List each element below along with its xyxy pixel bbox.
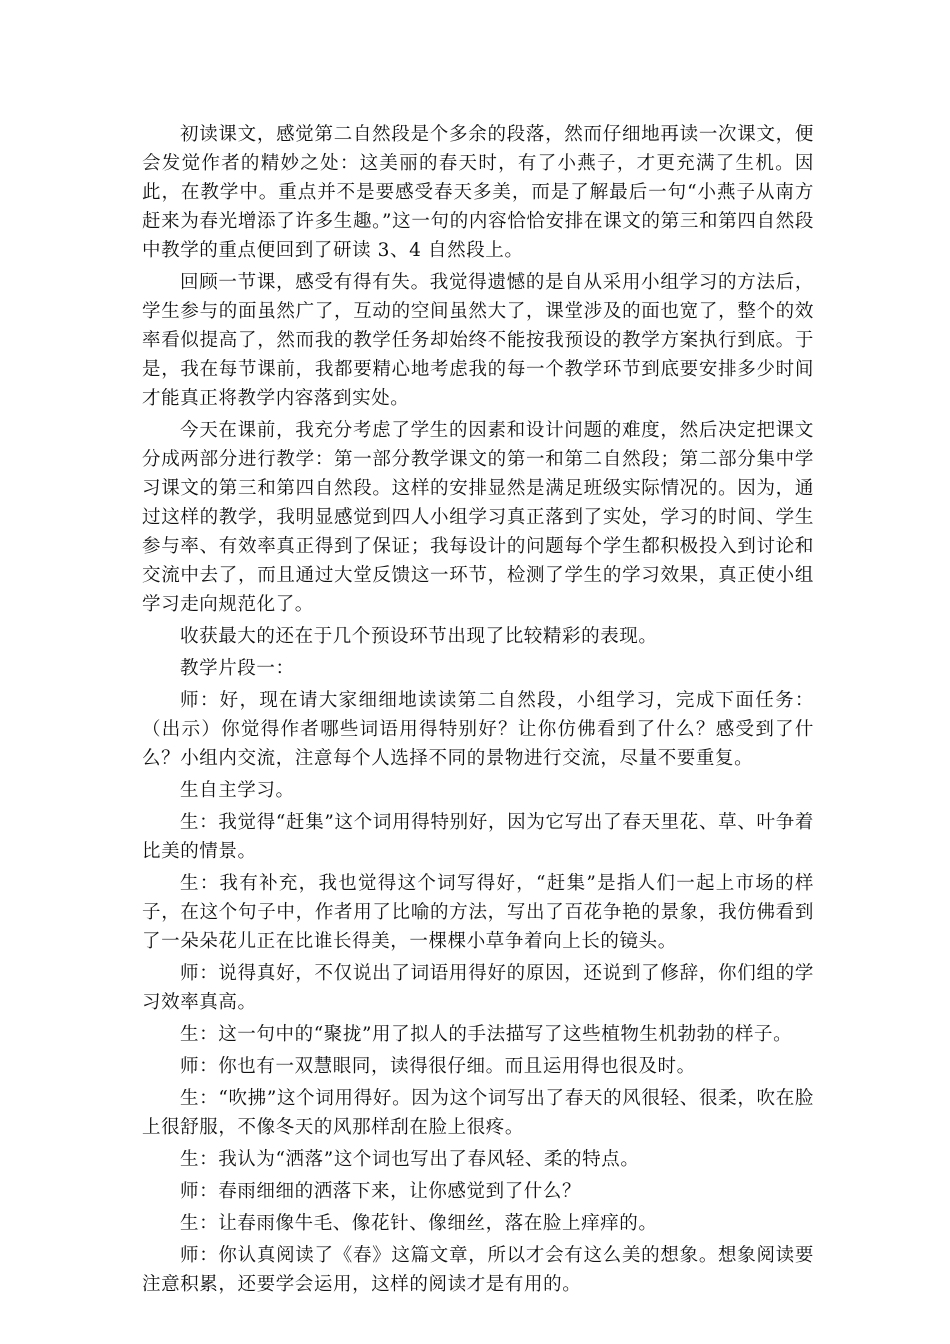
dialogue-line: 师：说得真好，不仅说出了词语用得好的原因，还说到了修辞，你们组的学习效率真高。: [142, 963, 814, 1013]
document-body: [142, 120, 814, 1302]
paragraph-lesson-plan: 今天在课前，我充分考虑了学生的因素和设计问题的难度，然后决定把课文分成两部分进行教学：第一部分教学课文的第一和第二自然段；第二部分集中学习课文的第三和第四自然段。这样的安排显然是满足班级实际情况的。因为，通过这样的教学，我明显感觉到四人小组学习真正落到了实处，学习的时间、学生参与率、有效率真正得到了保证；我每设计的问题每个学生都积极投入到讨论和交流中去了，而且通过大堂反馈这一环节，检测了学生的学习效果，真正使小组学习走向规范化了。: [142, 420, 814, 615]
paragraph-reflection: 回顾一节课，感受有得有失。我觉得遗憾的是自从采用小组学习的方法后，学生参与的面虽然广了，互动的空间虽然大了，课堂涉及的面也宽了，整个的效率看似提高了，然而我的教学任务却始终不能按我预设的教学方案执行到底。于是，我在每节课前，我都要精心地考虑我的每一个教学环节到底要安排多少时间才能真正将教学内容落到实处。: [142, 272, 814, 409]
dialogue-line: 生：让春雨像牛毛、像花针、像细丝，落在脸上痒痒的。: [180, 1213, 658, 1234]
section-heading-segment-one: 教学片段一：: [180, 658, 295, 679]
dialogue-line: 生自主学习。: [180, 780, 295, 801]
dialogue-line: 生：“吹拂”这个词用得好。因为这个词写出了春天的风很轻、很柔，吹在脸上很舒服，不像冬天的风那样刮在脸上很疼。: [142, 1088, 814, 1138]
paragraph-harvest: 收获最大的还在于几个预设环节出现了比较精彩的表现。: [180, 626, 658, 647]
dialogue-line: 师：春雨细细的洒落下来，让你感觉到了什么？: [180, 1181, 582, 1202]
dialogue-line: 生：我有补充，我也觉得这个词写得好，“赶集”是指人们一起上市场的样子，在这个句子中，作者用了比喻的方法，写出了百花争艳的景象，我仿佛看到了一朵朵花儿正在比谁长得美，一棵棵小草争着向上长的镜头。: [142, 873, 814, 952]
paragraph-intro-analysis: 初读课文，感觉第二自然段是个多余的段落，然而仔细地再读一次课文，便会发觉作者的精妙之处：这美丽的春天时，有了小燕子，才更充满了生机。因此，在教学中。重点并不是要感受春天多美，而是了解最后一句“小燕子从南方赶来为春光增添了许多生趣。”这一句的内容恰恰安排在课文的第三和第四自然段中教学的重点便回到了研读 3、4 自然段上。: [142, 124, 814, 261]
dialogue-line: 生：这一句中的“聚拢”用了拟人的手法描写了这些植物生机勃勃的样子。: [180, 1024, 793, 1045]
dialogue-line: 生：我觉得“赶集”这个词用得特别好，因为它写出了春天里花、草、叶争着比美的情景。: [142, 812, 814, 862]
dialogue-line: 生：我认为“洒落”这个词也写出了春风轻、柔的特点。: [180, 1149, 640, 1170]
dialogue-line: 师：好，现在请大家细细地读读第二自然段，小组学习，完成下面任务：（出示）你觉得作者哪些词语用得特别好？让你仿佛看到了什么？感受到了什么？小组内交流，注意每个人选择不同的景物进行交流，尽量不要重复。: [142, 690, 814, 769]
dialogue-line: 师：你也有一双慧眼同，读得很仔细。而且运用得也很及时。: [180, 1056, 696, 1077]
dialogue-line: 师：你认真阅读了《春》这篇文章，所以才会有这么美的想象。想象阅读要注意积累，还要学会运用，这样的阅读才是有用的。: [142, 1245, 814, 1295]
